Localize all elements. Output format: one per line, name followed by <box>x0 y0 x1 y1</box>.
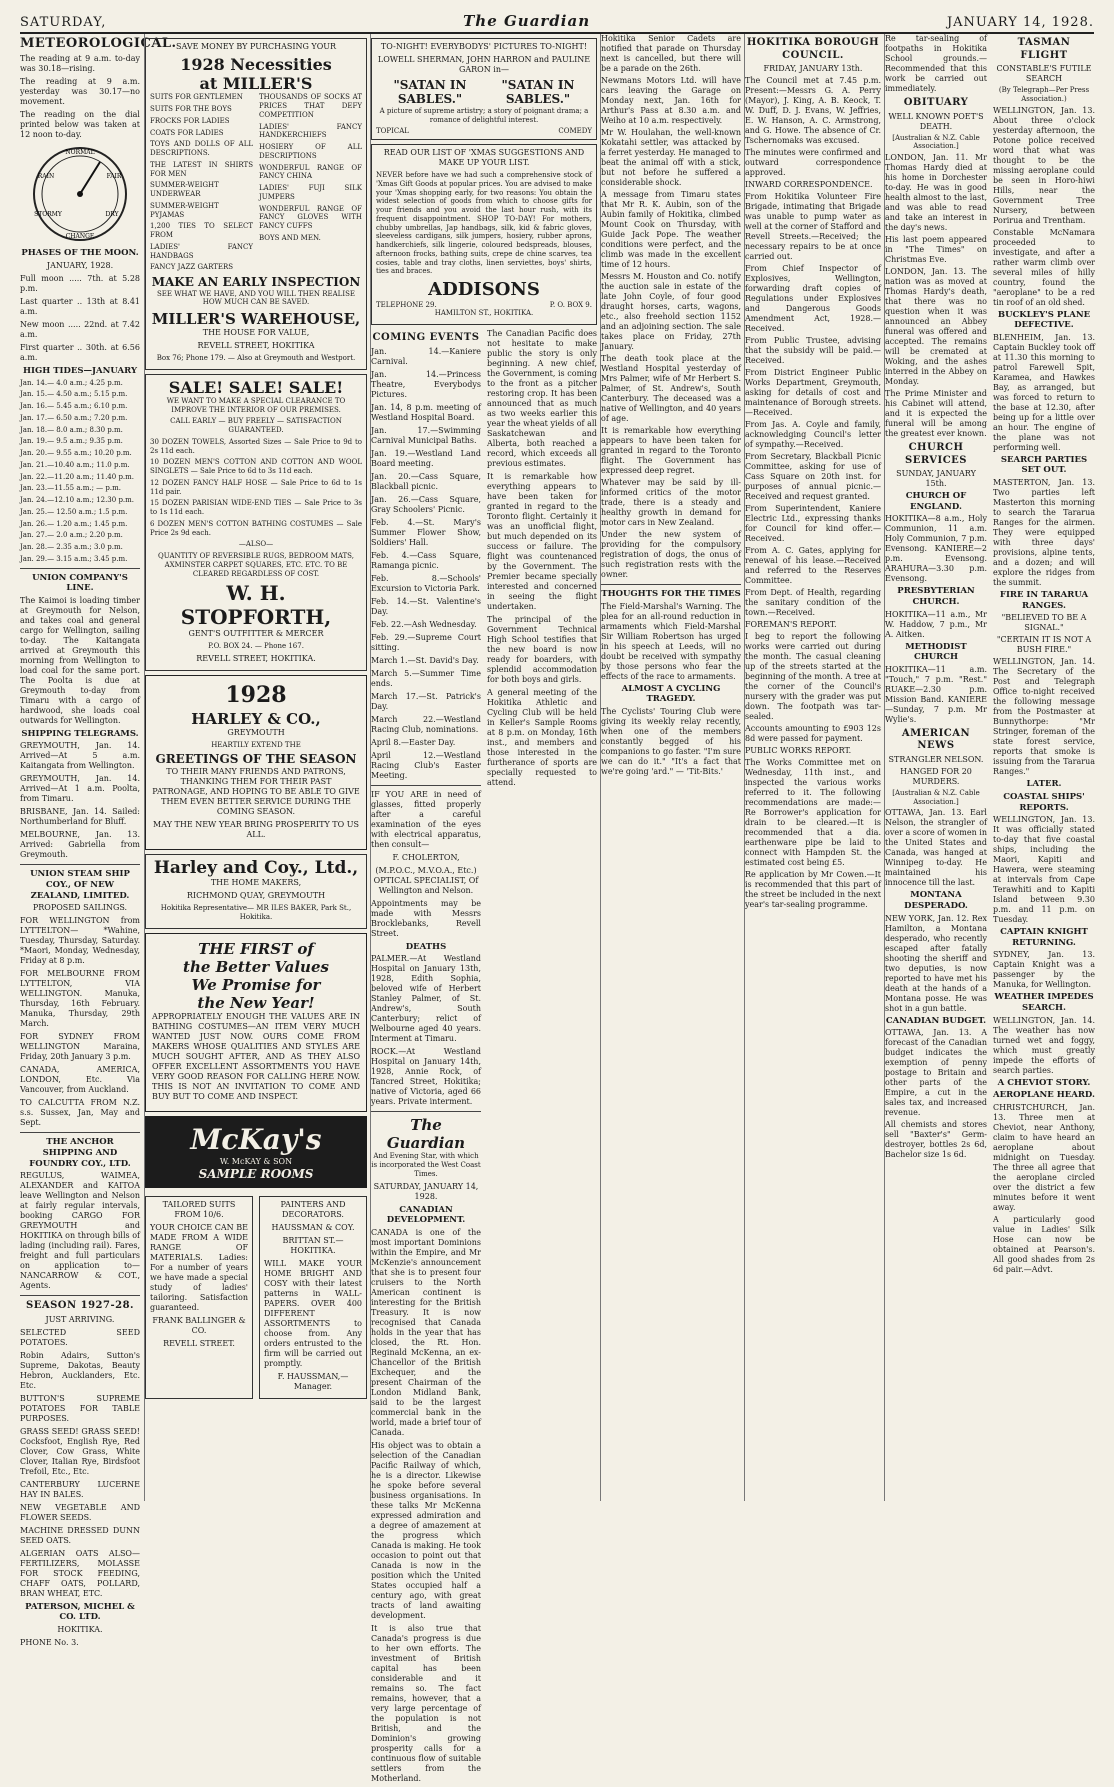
tide-line: Jan. 20.— 9.55 a.m.; 10.20 p.m. <box>20 449 132 457</box>
ballinger-ad <box>145 1196 253 1399</box>
stopforth-addr: REVELL STREET, HOKITIKA. <box>196 654 316 664</box>
event-item: March 1.—St. David's Day. <box>371 655 479 665</box>
usco-line: FOR SYDNEY FROM WELLINGTON Maraina, Friday, 20th January 3 p.m. <box>20 1032 140 1062</box>
weather-title: WEATHER IMPEDES SEARCH. <box>994 992 1094 1013</box>
tasman-sub: CONSTABLE'S FUTILE SEARCH <box>996 64 1092 83</box>
event-item: April 12.—Westland Racing Club's Easter Meeting. <box>371 750 481 780</box>
millers-item: LADIES' FANCY HANDBAGS <box>150 242 253 260</box>
tide-line: Jan. 24.—12.10 a.m.; 12.30 p.m. <box>20 496 135 504</box>
tides-title: HIGH TIDES—JANUARY <box>22 365 138 376</box>
fire-body: WELLINGTON, Jan. 14. The Secretary of the Post and Telegraph Office to-night received the following message from the Postmaster at Bunnythorpe: "Mr Stringer, foreman of the state forest service, reports that smoke is issuing from the Tararua Ranges." <box>993 657 1095 777</box>
sale-item: 12 DOZEN FANCY HALF HOSE — Sale Price to 6d to 1s 11d pair. <box>150 478 362 496</box>
weather-body: WELLINGTON, Jan. 14. The weather has now turned wet and foggy, which must greatly impede the efforts of search parties. <box>993 1015 1095 1075</box>
tide-line: Jan. 29.— 3.15 a.m.; 3.45 p.m. <box>20 554 128 563</box>
editorial-title: CANADIAN DEVELOPMENT. <box>386 1204 466 1226</box>
council-date: FRIDAY, JANUARY 13th. <box>763 64 863 73</box>
thoughts-body: The Field-Marshal's Warning. The plea for an all-round reduction in armaments which Field-Marshal Sir William Robertson has urged in his speech at Leeds, will no doubt be received with sympathy by those persons who fear the effects of the race to armaments. <box>601 601 741 681</box>
theatre-cast: LOWELL SHERMAN, JOHN HARRON and PAULINE GARON in— <box>377 55 591 74</box>
sale-also-body: QUANTITY OF REVERSIBLE RUGS, BEDROOM MATS, AXMINSTER CARPET SQUARES, ETC. ETC. TO BE CLEARED REGARDLESS OF COST. <box>158 552 354 578</box>
season-title: SEASON 1927-28. <box>25 1300 135 1312</box>
first-line: We Promise for <box>191 975 321 994</box>
sale-title: SALE! SALE! SALE! <box>168 377 344 397</box>
tide-line: Jan. 17.— 6.50 a.m.; 7.20 p.m. <box>20 413 128 422</box>
column-2 <box>144 34 367 1501</box>
dial-label: NORMAL <box>65 149 95 157</box>
council-para: PUBLIC WORKS REPORT. <box>745 746 852 755</box>
obituary-source: [Australian & N.Z. Cable Association.] <box>892 133 980 151</box>
tide-line: Jan. 27.— 2.0 a.m.; 2.20 p.m. <box>20 531 123 540</box>
addisons-body: NEVER before have we had such a comprehensive stock of 'Xmas Gift Goods at popular prices. You are advised to make your 'Xmas shopping early, for two reasons: You obtain the widest selection of goods from which to choose gifts for your friends and you avoid the last hour rush, with its frequent disappointment. SHOP TO-DAY! For mothers, chubby umbrellas, Jap handbags, silk, kid & fabric gloves, sleeveless cardigans, silk jumpers, hosiery, rubber aprons, handkerchiefs, silk lingerie, coloured bedspreads, blouses, afternoon frocks, bathing suits, crepe de chine scarves, tea cosies, table and tray cloths, linen serviettes, boys' shirts, ties and braces. <box>376 171 592 276</box>
event-item: March 5.—Summer Time ends. <box>371 668 481 688</box>
american-title: AMERICAN NEWS <box>901 727 971 752</box>
mckay-name: McKay's <box>190 1122 322 1156</box>
moon-line: New moon ..... 22nd. at 7.42 a.m. <box>20 319 140 339</box>
guardian-date: SATURDAY, JANUARY 14, 1928. <box>373 1181 479 1201</box>
masthead <box>20 4 1094 34</box>
column-4 <box>600 34 741 1501</box>
usco-sub: PROPOSED SAILINGS. <box>32 903 128 913</box>
column-3 <box>370 34 597 1783</box>
millers-year: 1928 Necessities <box>180 55 332 74</box>
usco-line: FOR WELLINGTON from LYTTELTON— *Wahine, Tuesday, Thursday, Saturday. *Maori, Monday, Wednesday, Friday at 8 p.m. <box>20 916 140 966</box>
harley-coy-ad <box>145 854 367 929</box>
event-item: April 8.—Easter Day. <box>371 737 456 747</box>
local-para: Newmans Motors Ltd. will have cars leaving the Garage on Monday next, Jan. 16th for Arthur's Pass at 8.30 a.m. and Weiho at 10 a.m. respectively. <box>601 76 741 125</box>
event-item: Jan. 17.—Swimming Carnival Municipal Baths. <box>371 425 481 445</box>
dial-label: DRY <box>105 211 119 219</box>
season-town: HOKITIKA. <box>57 1624 103 1634</box>
millers-item: SUMMER-WEIGHT PYJAMAS <box>150 201 219 219</box>
theatre-head: TO-NIGHT! EVERYBODYS' PICTURES TO-NIGHT! <box>380 42 588 51</box>
tides-list <box>20 379 140 564</box>
editorial-para: His object was to obtain a selection of the Canadian Pacific Railway of which, he is a director. Likewise he spoke before several business organisations. In these talks Mr McKenna expressed admiration and a degree of amazement at the progress which Canada is making. He took occasion to point out that Canada is now in the position which the United States occupied half a century ago, with great tracts of land awaiting development. <box>371 1440 481 1620</box>
mckay-ad <box>145 1116 367 1188</box>
montana-title: MONTANA DESPERADO. <box>904 890 968 911</box>
tide-line: Jan. 28.— 2.35 a.m.; 3.0 p.m. <box>20 543 123 551</box>
council-cont: Re tar-sealing of footpaths in Hokitika School grounds.—Recommended that this work be carried out immediately. <box>885 34 987 93</box>
haussman-sig: F. HAUSSMAN,—Manager. <box>277 1371 349 1391</box>
theatre-comedy: COMEDY <box>558 127 592 136</box>
millers-item: FROCKS FOR LADIES <box>150 116 230 125</box>
tasman-title: TASMAN FLIGHT <box>1017 37 1071 61</box>
col6-right <box>993 34 1095 1277</box>
tasman-source: (By Telegraph—Per Press Association.) <box>998 86 1090 103</box>
obituary-sub: WELL KNOWN POET'S DEATH. <box>888 111 984 131</box>
event-item: Jan. 26.—Cass Square, Gray Schoolers' Picnic. <box>371 494 481 514</box>
millers-item: LADIES' FANCY HANDKERCHIEFS <box>259 122 362 140</box>
council-title: HOKITIKA BOROUGH COUNCIL. <box>746 37 880 61</box>
tide-line: Jan. 21.—10.40 a.m.; 11.0 p.m. <box>20 460 130 469</box>
local-para: Mr W. Houlahan, the well-known Kokatahi settler, was attacked by a ferret yesterday. He managed to beat the animal off with a stick, but not before he suffered a considerable shock. <box>601 128 741 187</box>
thoughts-title: THOUGHTS FOR THE TIMES <box>601 589 741 599</box>
usco-title: UNION STEAM SHIP COY., OF NEW ZEALAND, LIMITED. <box>30 869 130 901</box>
col6-left <box>885 34 987 1277</box>
event-item: Feb. 14.—St. Valentine's Day. <box>371 596 481 616</box>
haussman-addr: BRITTAN ST.—HOKITIKA. <box>282 1235 344 1255</box>
obituary-title: OBITUARY <box>903 97 969 108</box>
harley-name: HARLEY & CO., <box>191 709 321 728</box>
season-sub: JUST ARRIVING. <box>45 1314 115 1324</box>
events-and-local <box>371 329 597 1787</box>
season-item: NEW VEGETABLE AND FLOWER SEEDS. <box>20 1502 140 1522</box>
tasman-para: Constable McNamara proceeded to investigate, and after a rather warm climb over several miles of hilly country, found the "aeroplane" to be a red tin roof of an old shed. <box>993 227 1095 307</box>
season-item: ALGERIAN OATS ALSO—FERTILIZERS, MOLASSE FOR STOCK FEEDING, CHAFF OATS, POLLARD, BRAN WHEAT, ETC. <box>20 1548 140 1598</box>
optician-sub: (M.P.O.C., M.V.O.A., Etc.) OPTICAL SPECIALIST, Of Wellington and Nelson. <box>373 865 479 895</box>
masthead-date: JANUARY 14, 1928. <box>946 15 1094 30</box>
search-body: MASTERTON, Jan. 13. Two parties left Masterton this morning to search the Tararua Ranges for the airmen. They were equipped with three days' provisions, alpine tents, and a dozen; and will explore the ridges from the summit. <box>993 478 1095 587</box>
harley-extend: HEARTILY EXTEND THE <box>211 740 301 749</box>
event-item: Feb. 8.—Schools' Excursion to Victoria Park. <box>371 573 481 593</box>
meth-body: HOKITIKA—11 a.m. "Touch," 7 p.m. "Rest." RUAKE—2.30 p.m. Mission Band. KANIERE—Sunday, 7 p.m. Mr Wylie's. <box>885 664 987 724</box>
telegram: BRISBANE, Jan. 14. Sailed: Northumberland for Bluff. <box>20 807 140 827</box>
editorial-para: CANADA is one of the most important Dominions within the Empire, and Mr McKenzie's announcement that she is to present four cruisers to the North American continent is interesting for the British Treasury. It is now recognised that Canada holds in the year that has closed, the Rt. Hon. Reginald McKenna, an ex-Chancellor of the British Exchequer, and the present Chairman of the London Midland Bank, said to be the largest commercial bank in the world, made a brief tour of Canada. <box>371 1227 481 1437</box>
event-item: Jan. 14.—Princess Theatre, Everybodys Pictures. <box>371 369 481 399</box>
editorial-para: It is also true that Canada's progress is due to her own efforts. The investment of British capital has been considerable and it remains so. The fact remains, however, that a very large percentage of the population is not British, and the Dominion's growing prosperity calls for a continuous flow of suitable settlers from the Motherland. <box>371 1623 481 1783</box>
ballinger-addr: REVELL STREET. <box>163 1338 235 1348</box>
millers-head: SAVE MONEY BY PURCHASING YOUR <box>175 42 337 51</box>
addisons-box: P. O. BOX 9. <box>549 300 592 309</box>
season-firm: PATERSON, MICHEL & CO. LTD. <box>25 1601 135 1623</box>
met-line: The reading at 9 a.m. yesterday was 30.17—no movement. <box>20 77 140 107</box>
mckay-sub: W. McKAY & SON <box>219 1156 293 1166</box>
local-para: Hokitika Senior Cadets are notified that parade on Thursday next is cancelled, but there will be a parade on the 26th. <box>601 34 741 73</box>
season-phone: PHONE No. 3. <box>20 1637 79 1647</box>
fire-certain: "CERTAIN IT IS NOT A BUSH FIRE." <box>996 635 1092 655</box>
optician-name: F. CHOLERTON, <box>392 852 460 862</box>
fire-believed: "BELIEVED TO BE A SIGNAL." <box>1001 613 1087 633</box>
council-para: From Chief Inspector of Explosives, Wellington, forwarding draft copies of Regulations under Explosives and Dangerous Goods Amendment Act, 1928.—Received. <box>745 264 881 333</box>
millers-warehouse: MILLER'S WAREHOUSE, <box>151 310 361 329</box>
telegram: GREYMOUTH, Jan. 14. Arrived—At 1 a.m. Poolta, from Timaru. <box>20 774 140 804</box>
local-para: Messrs M. Houston and Co. notify the auction sale in estate of the late John Coyle, of four good draught horses, carts, wagons, etc., also freehold section 1152 and an adjoining section. The sale takes place on Friday, 27th January. <box>601 272 741 351</box>
church-title: CHURCH SERVICES <box>904 442 968 466</box>
obituary-para: His last poem appeared in "The Times" on Christmas Eve. <box>885 235 987 264</box>
tide-line: Jan. 18.— 8.0 a.m.; 8.30 p.m. <box>20 425 123 434</box>
millers-at: at MILLER'S <box>199 74 313 94</box>
later-title: LATER. <box>1026 779 1062 790</box>
usco-line: CANADA, AMERICA, LONDON, Etc. Via Vancouver, from Auckland. <box>20 1065 140 1095</box>
budget-title: CANADIAN BUDGET. <box>885 1015 987 1026</box>
buckley-title: BUCKLEY'S PLANE DEFECTIVE. <box>997 309 1091 331</box>
event-item: Jan. 14.—Kaniere Carnival. <box>371 346 481 366</box>
council-para: FOREMAN'S REPORT. <box>745 620 837 629</box>
council-para: From District Engineer Public Works Department, Greymouth, asking for details of cost and maintenance of Borough streets.—Received. <box>745 368 881 417</box>
sale-item: 6 DOZEN MEN'S COTTON BATHING COSTUMES — Sale Price 2s 9d each. <box>150 519 362 537</box>
theatre-film: "SATAN IN SABLES." <box>393 78 467 107</box>
first-line: THE FIRST of <box>198 939 314 958</box>
event-item: Feb. 4.—St. Mary's Summer Flower Show, Soldiers' Hall. <box>371 517 481 547</box>
usco-line: FOR MELBOURNE FROM LYTTELTON, VIA WELLINGTON. Manuka, Thursday, 16th February. Manuka, Thursday, 29th March. <box>20 969 140 1029</box>
sale-item: 10 DOZEN MEN'S COTTON AND COTTON AND WOOL SINGLETS — Sale Price to 6d to 3s 11d each. <box>150 458 362 476</box>
harley-coy-addr: RICHMOND QUAY, GREYMOUTH <box>186 891 326 901</box>
dial-label: CHANGE <box>65 233 95 241</box>
millers-item: 1,200 TIES TO SELECT FROM <box>150 222 253 240</box>
bottom-ads <box>145 1192 367 1403</box>
season-item: MACHINE DRESSED DUNN SEED OATS. <box>20 1525 140 1545</box>
buckley-body: BLENHEIM, Jan. 13. Captain Buckley took off at 11.30 this morning to patrol Farewell Spit, Karamea, and Hawkes Bay, as arranged, but was forced to return to the base at 12.30, after being up for a little over an hour. The engine of the plane was not performing well. <box>993 332 1095 452</box>
stopforth-box: P.O. BOX 24. — Phone 167. <box>208 642 304 651</box>
aero-body: CHRISTCHURCH, Jan. 13. Three men at Cheviot, near Anthony, claim to have heard an aeroplane about midnight on Tuesday. The three all agree that the aeroplane circled over the district a few minutes before it went away. <box>993 1102 1095 1212</box>
closing-advt: A particularly good value in Ladies' Silk Hose can now be obtained at Pearson's. All good shades from 2s 6d pair.—Advt. <box>993 1214 1095 1274</box>
tide-line: Jan. 15.— 4.50 a.m.; 5.15 p.m. <box>20 390 128 399</box>
council-para: From Public Trustee, advising that the subsidy will be paid.—Received. <box>745 336 881 365</box>
first-values-ad <box>145 933 367 1112</box>
theatre-desc: A picture of supreme artistry; a story of poignant drama; a romance of delightful interest. <box>379 106 589 124</box>
cycling-title: ALMOST A CYCLING TRAGEDY. <box>621 683 721 705</box>
middle-column <box>487 329 597 1787</box>
millers-item: THOUSANDS OF SOCKS AT PRICES THAT DEFY COMPETITION <box>259 93 362 119</box>
millers-item: WONDERFUL RANGE OF FANCY GLOVES WITH FANCY CUFFS <box>259 204 362 231</box>
stopforth-trade: GENT'S OUTFITTER & MERCER <box>188 629 324 639</box>
local-para: A message from Timaru states that Mr R. K. Aubin, son of the Aubin family of Hokitika, climbed Mount Cook on Thursday, with Guide Jack Pope. The weather conditions were perfect, and the climb was made in the excellent time of 12 hours. <box>601 190 741 269</box>
cofe-body: HOKITIKA—8 a.m., Holy Communion, 11 a.m. Holy Communion, 7 p.m. Evensong. KANIERE—2 p.m. Evensong. ARAHURA—3.30 p.m. Evensong. <box>885 514 987 584</box>
season-item: CANTERBURY LUCERNE HAY IN BALES. <box>20 1479 140 1499</box>
tailored-title: TAILORED SUITS FROM 10/6. <box>162 1199 236 1219</box>
haussman-body: WILL MAKE YOUR HOME BRIGHT AND COSY with their latest patterns in WALL-PAPERS. OVER 400 DIFFERENT ASSORTMENTS to choose from. Any orders entrusted to the firm will be carried out promptly. <box>264 1258 362 1368</box>
fire-title: FIRE IN TARARUA RANGES. <box>999 590 1089 611</box>
moon-line: Last quarter .. 13th at 8.41 a.m. <box>20 296 140 316</box>
addisons-tel: TELEPHONE 29. <box>376 300 437 309</box>
millers-item: COATS FOR LADIES <box>150 128 224 137</box>
theatre-topical: TOPICAL <box>376 127 409 136</box>
addisons-name: ADDISONS <box>428 279 540 301</box>
council-para: The Works Committee met on Wednesday, 11th inst., and inspected the various works referred to it. The following recommendations are made:— Re Borrower's application for drain to be cleared.—It is recommended that a dia. earthenware pipe be laid to connect with Hampden St. the estimated cost being £5. <box>745 758 881 867</box>
local-para: Under the new system of providing for the compulsory registration of dogs, the onus of such registration rests with the owner. <box>601 530 741 579</box>
millers-wh-addr: REVELL STREET, HOKITIKA <box>197 341 315 351</box>
council-para: The minutes were confirmed and outward correspondence approved. <box>745 148 881 177</box>
millers-inspect-sub: SEE WHAT WE HAVE, AND YOU WILL THEN REALISE HOW MUCH CAN BE SAVED. <box>156 289 356 307</box>
council-para: The Council met at 7.45 p.m. Present:—Messrs G. A. Perry (Mayor), J. King, A. B. Keock, T. W. Duff, D. J. Evans, W. Jeffries, E. W. Hanson, A. C. Armstrong, and G. Howe. The absence of Cr. Tschernomaks was excused. <box>745 76 881 145</box>
dial-label: RAIN <box>37 173 55 181</box>
event-item: Jan. 19.—Westland Land Board meeting. <box>371 448 481 468</box>
american-source: [Australian & N.Z. Cable Association.] <box>892 788 980 806</box>
pres-title: PRESBYTERIAN CHURCH. <box>897 586 975 607</box>
theatre-film: "SATAN IN SABLES." <box>501 78 575 107</box>
dial-label: FAIR <box>106 173 122 181</box>
millers-item: SUITS FOR THE BOYS <box>150 105 232 114</box>
budget-body: OTTAWA, Jan. 13. A forecast of the Canadian budget indicates the exemption of penny postage to Britain and other parts of the Empire, a cut in the sales tax, and increased revenue. <box>885 1028 987 1118</box>
union-title: UNION COMPANY'S LINE. <box>32 572 128 594</box>
obituary-para: The Prime Minister and his Cabinet will attend, and it is expected the funeral will be among the greatest ever known. <box>885 389 987 438</box>
harley-coy-sub: THE HOME MAKERS, <box>210 878 302 888</box>
american-sub: STRANGLER NELSON. <box>888 754 984 764</box>
millers-right-list <box>259 93 362 275</box>
baxters-notice: All chemists and stores sell "Baxter's" Germ-destroyer, bottles 2s 6d, Bachelor size 1s 6d. <box>885 1120 987 1160</box>
council-para: Re application by Mr Cowen.—It is recommended that this part of the street be included in the next year's tar-sealing programme. <box>745 870 881 909</box>
local-para: The death took place at the Westland Hospital yesterday of Mrs Palmer, wife of Mr Herbert S. Palmer, of St. Andrew's, South Canterbury. The deceased was a native of Wellington, and 40 years of age. <box>601 354 741 423</box>
death-notice: ROCK.—At Westland Hospital on January 14th, 1928, Annie Rock, of Tancred Street, Hokitika; native of Victoria, aged 66 years. Private interment. <box>371 1047 481 1107</box>
masthead-day: SATURDAY, <box>20 15 107 30</box>
anchor-title: THE ANCHOR SHIPPING AND FOUNDRY COY., LTD. <box>29 1137 131 1169</box>
event-item: Feb. 29.—Supreme Court sitting. <box>371 632 481 652</box>
first-body: APPROPRIATELY ENOUGH THE VALUES ARE IN BATHING COSTUMES—AN ITEM VERY MUCH WANTED JUST NOW. OURS COME FROM MAKERS WHOSE QUALITIES AND STYLES ARE MUCH SOUGHT AFTER, AND AS THEY ALSO OFFER EXCELLENT ASSORTMENTS YOU HAVE VERY GOOD REASON FOR CALLING HERE NOW. THIS IS NOT AN INVITATION TO COME AND BUY BUT TO COME AND INSPECT. <box>152 1011 360 1101</box>
painters-title: PAINTERS AND DECORATORS. <box>280 1199 346 1219</box>
column-5 <box>744 34 881 1501</box>
mckay-sub2: SAMPLE ROOMS <box>198 1166 314 1181</box>
death-notice: PALMER.—At Westland Hospital on January 13th, 1928, Edith Sophia, beloved wife of Herbert Stanley Palmer, of St. Andrew's, South Canterbury; relict of Welbourne aged 40 years. Interment at Timaru. <box>371 954 481 1044</box>
sale-intro: WE WANT TO MAKE A SPECIAL CLEARANCE TO IMPROVE THE INTERIOR OF OUR PREMISES. <box>166 396 346 414</box>
met-line: The reading on the dial printed below was taken at 12 noon to-day. <box>20 110 140 140</box>
harley-wish: MAY THE NEW YEAR BRING PROSPERITY TO US ALL. <box>153 819 359 839</box>
millers-item: THE LATEST IN SHIRTS FOR MEN <box>150 160 253 178</box>
guardian-title: The Guardian <box>386 1116 466 1153</box>
haussman-name: HAUSSMAN & COY. <box>271 1222 355 1232</box>
met-title: METEOROLOGICAL. <box>20 36 177 51</box>
first-line: the New Year! <box>197 993 315 1012</box>
met-line: The reading at 9 a.m. to-day was 30.18—rising. <box>20 54 140 74</box>
column-1 <box>20 34 177 1647</box>
ballinger-body: YOUR CHOICE CAN BE MADE FROM A WIDE RANGE OF MATERIALS. Ladies: For a number of years we have made a special study of ladies' tailoring. Satisfaction guaranteed. <box>150 1222 248 1312</box>
council-para: I beg to report the following works were carried out during the month. The casual cleaning up of the streets started at the beginning of the month. A tree at the corner of the Council's nursery with the grader was put down. The footpath was tar-sealed. <box>745 632 881 721</box>
harley-greet: GREETINGS OF THE SEASON <box>155 752 357 767</box>
millers-wh-sub: THE HOUSE FOR VALUE, <box>202 328 310 338</box>
addisons-addr: HAMILTON ST., HOKITIKA. <box>434 309 534 318</box>
millers-item: SUMMER-WEIGHT UNDERWEAR <box>150 181 219 199</box>
pres-body: HOKITIKA—11 a.m., Mr W. Haddow, 7 p.m., Mr A. Aitken. <box>885 609 987 639</box>
harley-year: 1928 <box>225 682 287 709</box>
usco-line: TO CALCUTTA FROM N.Z. s.s. Sussex, Jan, May and Sept. <box>20 1098 140 1128</box>
harley-town: GREYMOUTH <box>227 727 285 737</box>
moon-line: Full moon ..... 7th. at 5.28 p.m. <box>20 273 140 293</box>
middle-para: The Canadian Pacific does not hesitate to make public the story is only beginning. A new chief, the Government, is coming to the front as a pitcher restoring crop. It has been announced that as much as two weeks earlier this year the wheat yields of all Saskatchewan and Alberta, both reached a record, which exceeds all previous estimates. <box>487 329 597 469</box>
council-report <box>745 76 881 910</box>
moon-line: First quarter .. 30th. at 6.56 a.m. <box>20 342 140 362</box>
sale-ad <box>145 374 367 671</box>
column-6 <box>884 34 1095 1501</box>
sale-call: CALL EARLY — BUY FREELY — SATISFACTION GUARANTEED. <box>170 417 342 435</box>
harley-body: TO THEIR MANY FRIENDS AND PATRONS, THANKING THEM FOR THEIR PAST PATRONAGE, AND HOPING TO BE ABLE TO GIVE THEM EVEN BETTER SERVICE DURING THE COMING SEASON. <box>152 766 360 816</box>
sale-also: —ALSO— <box>238 540 274 549</box>
council-para: From Hokitika Volunteer Fire Brigade, intimating that Brigade was unable to pump water as well at the corner of Stafford and Revell Streets.—Received; the necessary repairs to be at once carried out. <box>745 192 881 261</box>
events-column <box>371 329 481 1787</box>
american-sub2: HANGED FOR 20 MURDERS. <box>900 766 972 786</box>
council-para: From Superintendent, Kaniere Electric Ltd., expressing thanks for Council for kind offer.—Received. <box>745 504 881 543</box>
haussman-ad <box>259 1196 367 1399</box>
season-item: GRASS SEED! GRASS SEED! Cocksfoot, English Rye, Red Clover, Cow Grass, White Clover, Italian Rye, Birdsfoot Trefoil, Etc., Etc. <box>20 1426 140 1476</box>
telegrams-title: SHIPPING TELEGRAMS. <box>21 728 139 739</box>
optician-body: Appointments may be made with Messrs Brocklebanks, Revell Street. <box>371 898 481 938</box>
millers-wh-box: Box 76; Phone 179. — Also at Greymouth and Westport. <box>156 354 356 363</box>
tide-line: Jan. 23.—11.55 a.m.; — p.m. <box>20 484 121 493</box>
church-date: SUNDAY, JANUARY 15th. <box>896 469 976 488</box>
montana-body: NEW YORK, Jan. 12. Rex Hamilton, a Montana desperado, who recently escaped after fatally shooting the sheriff and two deputies, is now reported to have met his death at the hands of a Montana posse. He was shot in a gun battle. <box>885 913 987 1013</box>
millers-item: WONDERFUL RANGE OF FANCY CHINA <box>259 163 362 181</box>
council-para: Accounts amounting to £903 12s 8d were passed for payment. <box>745 724 881 743</box>
event-item: March 22.—Westland Racing Club, nominations. <box>371 714 481 734</box>
council-para: From Jas. A. Coyle and family, acknowledging Council's letter of sympathy.—Received. <box>745 420 881 449</box>
harley-greetings-ad <box>145 675 367 850</box>
harley-coy-name: Harley and Coy., Ltd., <box>153 857 359 878</box>
event-item: Jan. 20.—Cass Square, Blackball picnic. <box>371 471 481 491</box>
addisons-ad <box>371 144 597 325</box>
tide-line: Jan. 25.— 12.50 a.m.; 1.5 p.m. <box>20 507 128 516</box>
council-para: From Dept. of Health, regarding the sanitary condition of the town.—Received. <box>745 588 881 617</box>
event-item: Feb. 22.—Ash Wednesday. <box>371 619 477 629</box>
telegram: MELBOURNE, Jan. 13. Arrived: Gabriella from Greymouth. <box>20 830 140 860</box>
middle-para: A general meeting of the Hokitika Athletic and Cycling Club will be held in Keller's Sample Rooms at 8 p.m. on Monday, 16th inst., and members and those interested in the furtherance of sports are specially requested to attend. <box>487 688 597 788</box>
event-item: Jan. 14, 8 p.m. meeting of Westland Hospital Board. <box>371 402 481 422</box>
events-title: COMING EVENTS <box>372 332 480 344</box>
guardian-sub: And Evening Star, with which is incorporated the West Coast Times. <box>371 1152 481 1178</box>
millers-item: HOSIERY OF ALL DESCRIPTIONS <box>259 143 362 160</box>
middle-para: It is remarkable how everything appears to have been taken for granted in regard to the Toronto flight. Certainly it was an unofficial flight, but much depended on its success or failure. The flight was countenanced by the Government. The Premier became specially interested and concerned in seeing the flight undertaken. <box>487 472 597 612</box>
event-item: Feb. 4.—Cass Square, Ramanga picnic. <box>371 550 481 570</box>
council-para: From Secretary, Blackball Picnic Committee, asking for use of Cass Square on 20th inst. for purposes of annual picnic.—Received and request granted. <box>745 452 881 501</box>
dial-label: STORMY <box>34 211 62 219</box>
tide-line: Jan. 19.— 9.5 a.m.; 9.35 p.m. <box>20 437 123 446</box>
sale-item: 30 DOZEN TOWELS, Assorted Sizes — Sale Price to 9d to 2s 11d each. <box>150 437 362 455</box>
millers-item: FANCY JAZZ GARTERS <box>150 263 234 272</box>
barometer-dial-icon <box>30 144 130 244</box>
cycling-body: The Cyclists' Touring Club were giving its weekly relay recently, when one of the members constantly begged of his companions to go faster. "I'm sure we can do it." "It's a fact that we're going 'ard." — 'Tit-Bits.' <box>601 706 741 776</box>
first-line: the Better Values <box>183 957 329 976</box>
ballinger-name: FRANK BALLINGER & CO. <box>152 1315 246 1335</box>
harley-coy-rep: Hokitika Representative— MR ILES BAKER, Park St., Hokitika. <box>160 904 352 921</box>
obituary-para: LONDON, Jan. 11. Mr Thomas Hardy died at his home in Dorchester to-day. He was in good health almost to the last, and was able to read and take an interest in the day's news. <box>885 153 987 232</box>
search-title: SEARCH PARTIES SET OUT. <box>1000 454 1088 476</box>
millers-item: LADIES' FUJI SILK JUMPERS <box>259 184 362 201</box>
local-news <box>601 34 741 580</box>
tide-line: Jan. 16.— 5.45 a.m.; 6.10 p.m. <box>20 402 128 410</box>
col6-split <box>885 34 1095 1277</box>
aero-title: AEROPLANE HEARD. <box>993 1090 1095 1101</box>
council-para: INWARD CORRESPONDENCE. <box>745 180 873 189</box>
addisons-head: READ OUR LIST OF 'XMAS SUGGESTIONS AND MAKE UP YOUR LIST. <box>383 148 585 168</box>
masthead-title: The Guardian <box>463 12 591 30</box>
cofe-title: CHURCH OF ENGLAND. <box>905 491 967 512</box>
meth-title: METHODIST CHURCH <box>905 641 967 663</box>
millers-ad <box>145 38 367 370</box>
coastal-title: COASTAL SHIPS' REPORTS. <box>1003 791 1085 813</box>
tide-line: Jan. 14.— 4.0 a.m.; 4.25 p.m. <box>20 378 123 387</box>
millers-item: BOYS AND MEN. <box>259 233 321 242</box>
american-body: OTTAWA, Jan. 13. Earl Nelson, the strangler of over a score of women in the United States and Canada, was hanged at Winnipeg to-day. He maintained his innocence till the last. <box>885 808 987 888</box>
season-item: BUTTON'S SUPREME POTATOES FOR TABLE PURPOSES. <box>20 1393 140 1423</box>
middle-para: The principal of the Government Technical High School testifies that the new board is now ready for boarders, with splendid accommodation for both boys and girls. <box>487 615 597 685</box>
optician-note: IF YOU ARE in need of glasses, fitted properly after a careful examination of the eyes with electrical apparatus, then consult— <box>371 789 481 849</box>
moon-month: JANUARY, 1928. <box>46 260 114 270</box>
tide-line: Jan. 22.—11.20 a.m.; 11.40 p.m. <box>20 472 135 481</box>
union-body: The Kaimoi is loading timber at Greymouth for Nelson, and takes coal and general cargo for Wellington, sailing to-day. The Kaitangata arrived at Greymouth this morning from Wellington to load coal for the same port. The Poolta is due at Greymouth to-day from Timaru with a cargo of hardwood, she loads coal outwards for Wellington. <box>20 595 140 725</box>
season-item: SELECTED SEED POTATOES. <box>20 1327 140 1347</box>
event-item: March 17.—St. Patrick's Day. <box>371 691 481 711</box>
tide-line: Jan. 26.— 1.20 a.m.; 1.45 p.m. <box>20 519 128 528</box>
millers-inspect: MAKE AN EARLY INSPECTION <box>151 275 361 290</box>
obituary-para: LONDON, Jan. 13. The nation was as moved at Thomas Hardy's death, that there was no question when it was announced an Abbey funeral was offered and accepted. The remains will be cremated at Woking, and the ashes interred in the Abbey on Monday. <box>885 267 987 386</box>
millers-item: TOYS AND DOLLS OF ALL DESCRIPTIONS. <box>150 140 253 158</box>
coastal-body: WELLINGTON, Jan. 13. It was officially stated to-day that five coastal ships, including the Maori, Kapiti and Hawera, were steaming at intervals from Cape Terawhiti and to Kapiti Island between 9.30 p.m. and 11 p.m. on Tuesday. <box>993 815 1095 925</box>
deaths-title: DEATHS <box>405 941 447 952</box>
moon-title: PHASES OF THE MOON. <box>21 248 139 259</box>
cheviot-title: A CHEVIOT STORY. <box>997 1077 1091 1088</box>
stopforth-name: W. H. STOPFORTH, <box>180 581 332 630</box>
knight-title: CAPTAIN KNIGHT RETURNING. <box>1000 927 1088 948</box>
sale-item: 15 DOZEN PARISIAN WIDE-END TIES — Sale Price to 3s to 1s 11d each. <box>150 499 362 517</box>
telegram: GREYMOUTH, Jan. 14. Arrived—At 5 a.m. Kaitangata from Wellington. <box>20 741 140 771</box>
millers-item: SUITS FOR GENTLEMEN <box>150 93 243 102</box>
knight-body: SYDNEY, Jan. 13. Captain Knight was a passenger by the Manuka, for Wellington. <box>993 950 1095 990</box>
anchor-body: REGULUS, WAIMEA, ALEXANDER and KAITOA leave Wellington and Nelson at fairly regular intervals, booking CARGO FOR GREYMOUTH and HOKITIKA on through bills of lading (including rail). Fares, freight and full particulars on application to— NANCARROW & COT., Agents. <box>20 1171 140 1291</box>
season-item: Robin Adairs, Sutton's Supreme, Dakotas, Beauty Hebron, Aucklanders, Etc. Etc. <box>20 1350 140 1390</box>
council-para: From A. C. Gates, applying for renewal of his lease.—Received and referred to the Reserves Committee. <box>745 546 881 585</box>
millers-left-list <box>150 93 253 275</box>
local-para: Whatever may be said by ill-informed critics of the motor trade, there is a steady and healthy growth in demand for motor cars in New Zealand. <box>601 478 741 527</box>
theatre-ad <box>371 38 597 140</box>
events-list <box>371 347 481 781</box>
tasman-para: WELLINGTON, Jan. 13. About three o'clock yesterday afternoon, the Potone police received word that what was thought to be the missing aeroplane could be seen in Horo-hiwi Hills, near the Government Tree Nursery, between Porirua and Trentham. <box>993 105 1095 225</box>
local-para: It is remarkable how everything appears to have been taken for granted in regard to the Toronto flight. The Government has expressed deep regret. <box>601 426 741 475</box>
